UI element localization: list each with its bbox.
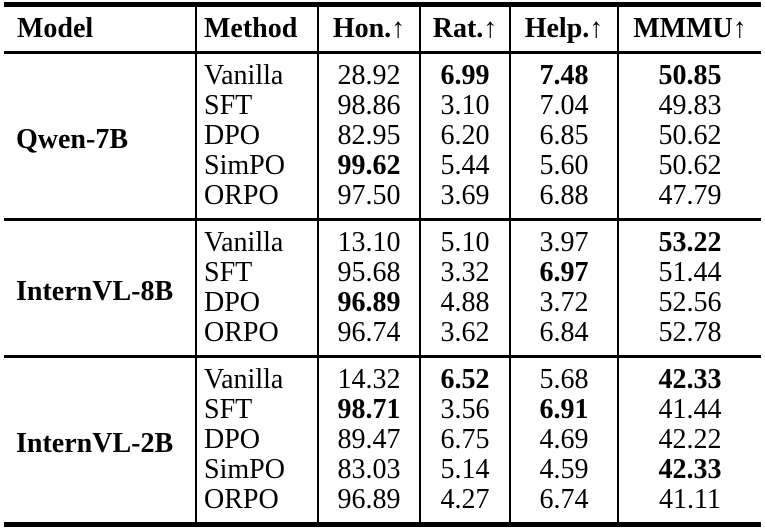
metric-value: 50.62: [618, 121, 761, 151]
header-helpfulness: Help.↑: [510, 5, 618, 53]
method-label: ORPO: [196, 318, 318, 357]
table-header: [4, 5, 761, 53]
method-label: DPO: [196, 288, 318, 318]
model-group: [4, 357, 761, 525]
metric-value: 82.95: [318, 121, 420, 151]
metric-value: 4.27: [420, 485, 510, 525]
metric-value: 3.69: [420, 181, 510, 220]
metric-value: 5.10: [420, 220, 510, 259]
metric-value: 3.62: [420, 318, 510, 357]
metric-value: 47.79: [618, 181, 761, 220]
metric-value: 5.14: [420, 455, 510, 485]
method-label: Vanilla: [196, 53, 318, 92]
metric-value: 6.88: [510, 181, 618, 220]
metric-value: 5.68: [510, 357, 618, 396]
metric-value: 41.11: [618, 485, 761, 525]
metric-value: 97.50: [318, 181, 420, 220]
metric-value: 4.69: [510, 425, 618, 455]
method-label: SimPO: [196, 455, 318, 485]
metric-value: 7.04: [510, 91, 618, 121]
metric-value: 42.33: [618, 357, 761, 396]
method-label: SFT: [196, 91, 318, 121]
metric-value: 6.97: [510, 258, 618, 288]
metric-value: 99.62: [318, 151, 420, 181]
metric-value: 6.99: [420, 53, 510, 92]
metric-value: 28.92: [318, 53, 420, 92]
header-row: [4, 5, 761, 53]
table-row: [4, 357, 761, 396]
metric-value: 14.32: [318, 357, 420, 396]
metric-value: 6.75: [420, 425, 510, 455]
model-name: InternVL-8B: [16, 275, 174, 307]
metric-value: 6.20: [420, 121, 510, 151]
model-group: [4, 220, 761, 357]
metric-value: 51.44: [618, 258, 761, 288]
table-row: [4, 220, 761, 259]
method-label: ORPO: [196, 181, 318, 220]
metric-value: 98.71: [318, 395, 420, 425]
method-label: Vanilla: [196, 220, 318, 259]
metric-value: 6.85: [510, 121, 618, 151]
model-group: [4, 53, 761, 220]
metric-value: 96.89: [318, 485, 420, 525]
header-method: Method: [196, 5, 318, 53]
metric-value: 7.48: [510, 53, 618, 92]
method-label: DPO: [196, 425, 318, 455]
metric-value: 5.60: [510, 151, 618, 181]
metric-value: 42.22: [618, 425, 761, 455]
method-label: Vanilla: [196, 357, 318, 396]
metric-value: 3.97: [510, 220, 618, 259]
method-label: SFT: [196, 395, 318, 425]
method-label: SFT: [196, 258, 318, 288]
metric-value: 4.59: [510, 455, 618, 485]
metric-value: 89.47: [318, 425, 420, 455]
method-label: SimPO: [196, 151, 318, 181]
metric-value: 42.33: [618, 455, 761, 485]
model-name: InternVL-2B: [16, 427, 174, 459]
metric-value: 53.22: [618, 220, 761, 259]
metric-value: 13.10: [318, 220, 420, 259]
metric-value: 6.91: [510, 395, 618, 425]
results-table: [4, 2, 761, 527]
metric-value: 98.86: [318, 91, 420, 121]
metric-value: 4.88: [420, 288, 510, 318]
metric-value: 5.44: [420, 151, 510, 181]
metric-value: 6.52: [420, 357, 510, 396]
table-row: [4, 53, 761, 92]
metric-value: 50.85: [618, 53, 761, 92]
metric-value: 41.44: [618, 395, 761, 425]
method-label: ORPO: [196, 485, 318, 525]
header-honesty: Hon.↑: [318, 5, 420, 53]
method-label: DPO: [196, 121, 318, 151]
metric-value: 83.03: [318, 455, 420, 485]
metric-value: 3.72: [510, 288, 618, 318]
metric-value: 96.89: [318, 288, 420, 318]
metric-value: 95.68: [318, 258, 420, 288]
metric-value: 49.83: [618, 91, 761, 121]
metric-value: 6.74: [510, 485, 618, 525]
metric-value: 3.32: [420, 258, 510, 288]
model-name: Qwen-7B: [16, 123, 128, 155]
metric-value: 52.78: [618, 318, 761, 357]
metric-value: 3.56: [420, 395, 510, 425]
metric-value: 52.56: [618, 288, 761, 318]
metric-value: 6.84: [510, 318, 618, 357]
metric-value: 3.10: [420, 91, 510, 121]
metric-value: 50.62: [618, 151, 761, 181]
header-mmmu: MMMU↑: [618, 5, 761, 53]
metric-value: 96.74: [318, 318, 420, 357]
header-rationality: Rat.↑: [420, 5, 510, 53]
header-model: Model: [17, 13, 94, 44]
